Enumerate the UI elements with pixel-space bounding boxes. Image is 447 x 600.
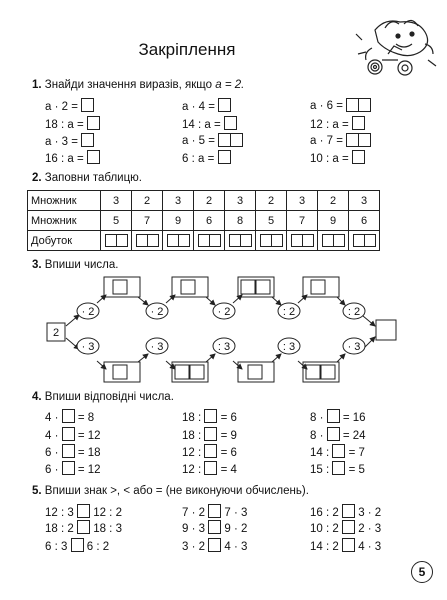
operation-label: · 2 <box>150 306 164 318</box>
sign-box[interactable] <box>342 520 355 534</box>
table-cell: 2 <box>318 191 349 211</box>
task4-item: 4 · = 12 <box>45 427 101 442</box>
answer-box[interactable] <box>204 444 217 458</box>
task4-item: 14 : = 7 <box>310 444 365 459</box>
task5-item: 16 : 2 3 · 2 <box>310 504 381 519</box>
table-cell: 7 <box>132 211 163 231</box>
answer-box[interactable] <box>332 444 345 458</box>
sign-box[interactable] <box>77 504 90 518</box>
answer-box[interactable] <box>204 461 217 475</box>
table-cell: 3 <box>163 191 194 211</box>
answer-box[interactable] <box>62 409 75 423</box>
task4-item: 12 : = 6 <box>182 444 237 459</box>
table-cell: 3 <box>101 191 132 211</box>
task1-condition: a = 2. <box>215 79 245 91</box>
answer-box[interactable] <box>248 365 262 379</box>
table-cell: 2 <box>256 191 287 211</box>
page-number: 5 <box>411 561 433 583</box>
answer-box[interactable] <box>327 427 340 441</box>
task1-item: a · 2 = <box>45 98 94 113</box>
table-cell: 3 <box>225 191 256 211</box>
task4-instruction: Впиши відповідні числа. <box>44 391 174 403</box>
task5-heading <box>32 485 309 497</box>
operation-label: : 3 <box>282 341 296 353</box>
sign-box[interactable] <box>71 538 84 552</box>
table-cell: 2 <box>132 191 163 211</box>
answer-box[interactable] <box>204 409 217 423</box>
task4-number: 4. <box>32 391 42 403</box>
page-title: Закріплення <box>22 40 352 60</box>
answer-box[interactable] <box>181 280 195 294</box>
operation-label: · 2 <box>81 306 95 318</box>
answer-box[interactable] <box>332 461 345 475</box>
answer-box[interactable] <box>327 409 340 423</box>
table-cell: 6 <box>194 211 225 231</box>
table-cell: 3 <box>349 191 380 211</box>
task4-item: 15 : = 5 <box>310 461 365 476</box>
end-box[interactable] <box>376 320 396 340</box>
operation-label: : 3 <box>217 341 231 353</box>
sign-box[interactable] <box>77 520 90 534</box>
task5-item: 12 : 3 12 : 2 <box>45 504 122 519</box>
answer-box[interactable] <box>113 280 127 294</box>
answer-box[interactable] <box>62 444 75 458</box>
task5-item: 14 : 2 4 · 3 <box>310 538 381 553</box>
task4-item: 18 : = 6 <box>182 409 237 424</box>
task1-item: a · 4 = <box>182 98 231 113</box>
sign-box[interactable] <box>342 538 355 552</box>
table-cell: 9 <box>318 211 349 231</box>
task4-heading <box>32 391 174 403</box>
task3-instruction: Впиши числа. <box>44 259 119 271</box>
row-header: Добуток <box>28 231 101 251</box>
table-cell: 3 <box>287 191 318 211</box>
task1-item: 14 : a = <box>182 116 237 131</box>
task1-instruction: Знайди значення виразів, якщо <box>44 79 213 91</box>
answer-box[interactable] <box>306 365 320 379</box>
operation-label: : 2 <box>282 306 296 318</box>
start-value: 2 <box>52 327 60 339</box>
sign-box[interactable] <box>208 538 221 552</box>
answer-box[interactable] <box>113 365 127 379</box>
task4-item: 8 · = 24 <box>310 427 366 442</box>
task1-number: 1. <box>32 79 42 91</box>
task4-item: 8 · = 16 <box>310 409 366 424</box>
task1-item: a · 3 = <box>45 133 94 148</box>
answer-box[interactable] <box>204 427 217 441</box>
answer-box[interactable] <box>321 365 335 379</box>
table-cell: 8 <box>225 211 256 231</box>
table-cell: 6 <box>349 211 380 231</box>
task5-item: 9 · 3 9 · 2 <box>182 520 247 535</box>
task4-item: 6 · = 12 <box>45 461 101 476</box>
task1-item: a · 6 = <box>310 98 371 112</box>
answer-box[interactable] <box>175 365 189 379</box>
table-cell: 9 <box>163 211 194 231</box>
task2-instruction: Заповни таблицю. <box>44 172 142 184</box>
task4-item: 18 : = 9 <box>182 427 237 442</box>
answer-box[interactable] <box>190 365 204 379</box>
table-cell: 5 <box>256 211 287 231</box>
operation-label: · 2 <box>217 306 231 318</box>
sign-box[interactable] <box>208 504 221 518</box>
task3-number: 3. <box>32 259 42 271</box>
operation-label: · 3 <box>150 341 164 353</box>
row-header: Множник <box>28 211 101 231</box>
table-cell: 2 <box>194 191 225 211</box>
answer-box[interactable] <box>241 280 255 294</box>
task1-item: 10 : a = <box>310 150 365 165</box>
task4-item: 12 : = 4 <box>182 461 237 476</box>
task1-item: a · 7 = <box>310 133 371 147</box>
table-cell: 7 <box>287 211 318 231</box>
task5-number: 5. <box>32 485 42 497</box>
task5-item: 3 · 2 4 · 3 <box>182 538 247 553</box>
table-cell: 5 <box>101 211 132 231</box>
operation-label: · 3 <box>347 341 361 353</box>
task5-item: 18 : 2 18 : 3 <box>45 520 122 535</box>
answer-box[interactable] <box>62 427 75 441</box>
task4-item: 4 · = 8 <box>45 409 94 424</box>
task1-item: 16 : a = <box>45 150 100 165</box>
task1-item: 6 : a = <box>182 150 231 165</box>
answer-box[interactable] <box>62 461 75 475</box>
task5-item: 10 : 2 2 · 3 <box>310 520 381 535</box>
answer-box[interactable] <box>256 280 270 294</box>
task5-item: 7 · 2 7 · 3 <box>182 504 247 519</box>
task2-number: 2. <box>32 172 42 184</box>
operation-label: · 3 <box>81 341 95 353</box>
row-header: Множник <box>28 191 101 211</box>
operation-label: : 2 <box>347 306 361 318</box>
task4-item: 6 · = 18 <box>45 444 101 459</box>
task1-item: 18 : a = <box>45 116 100 131</box>
task1-item: a · 5 = <box>182 133 243 147</box>
sign-box[interactable] <box>342 504 355 518</box>
task1-item: 12 : a = <box>310 116 365 131</box>
task5-item: 6 : 3 6 : 2 <box>45 538 109 553</box>
answer-box[interactable] <box>311 280 325 294</box>
sign-box[interactable] <box>208 520 221 534</box>
task5-instruction: Впиши знак >, < або = (не виконуючи обчислень). <box>44 485 309 497</box>
